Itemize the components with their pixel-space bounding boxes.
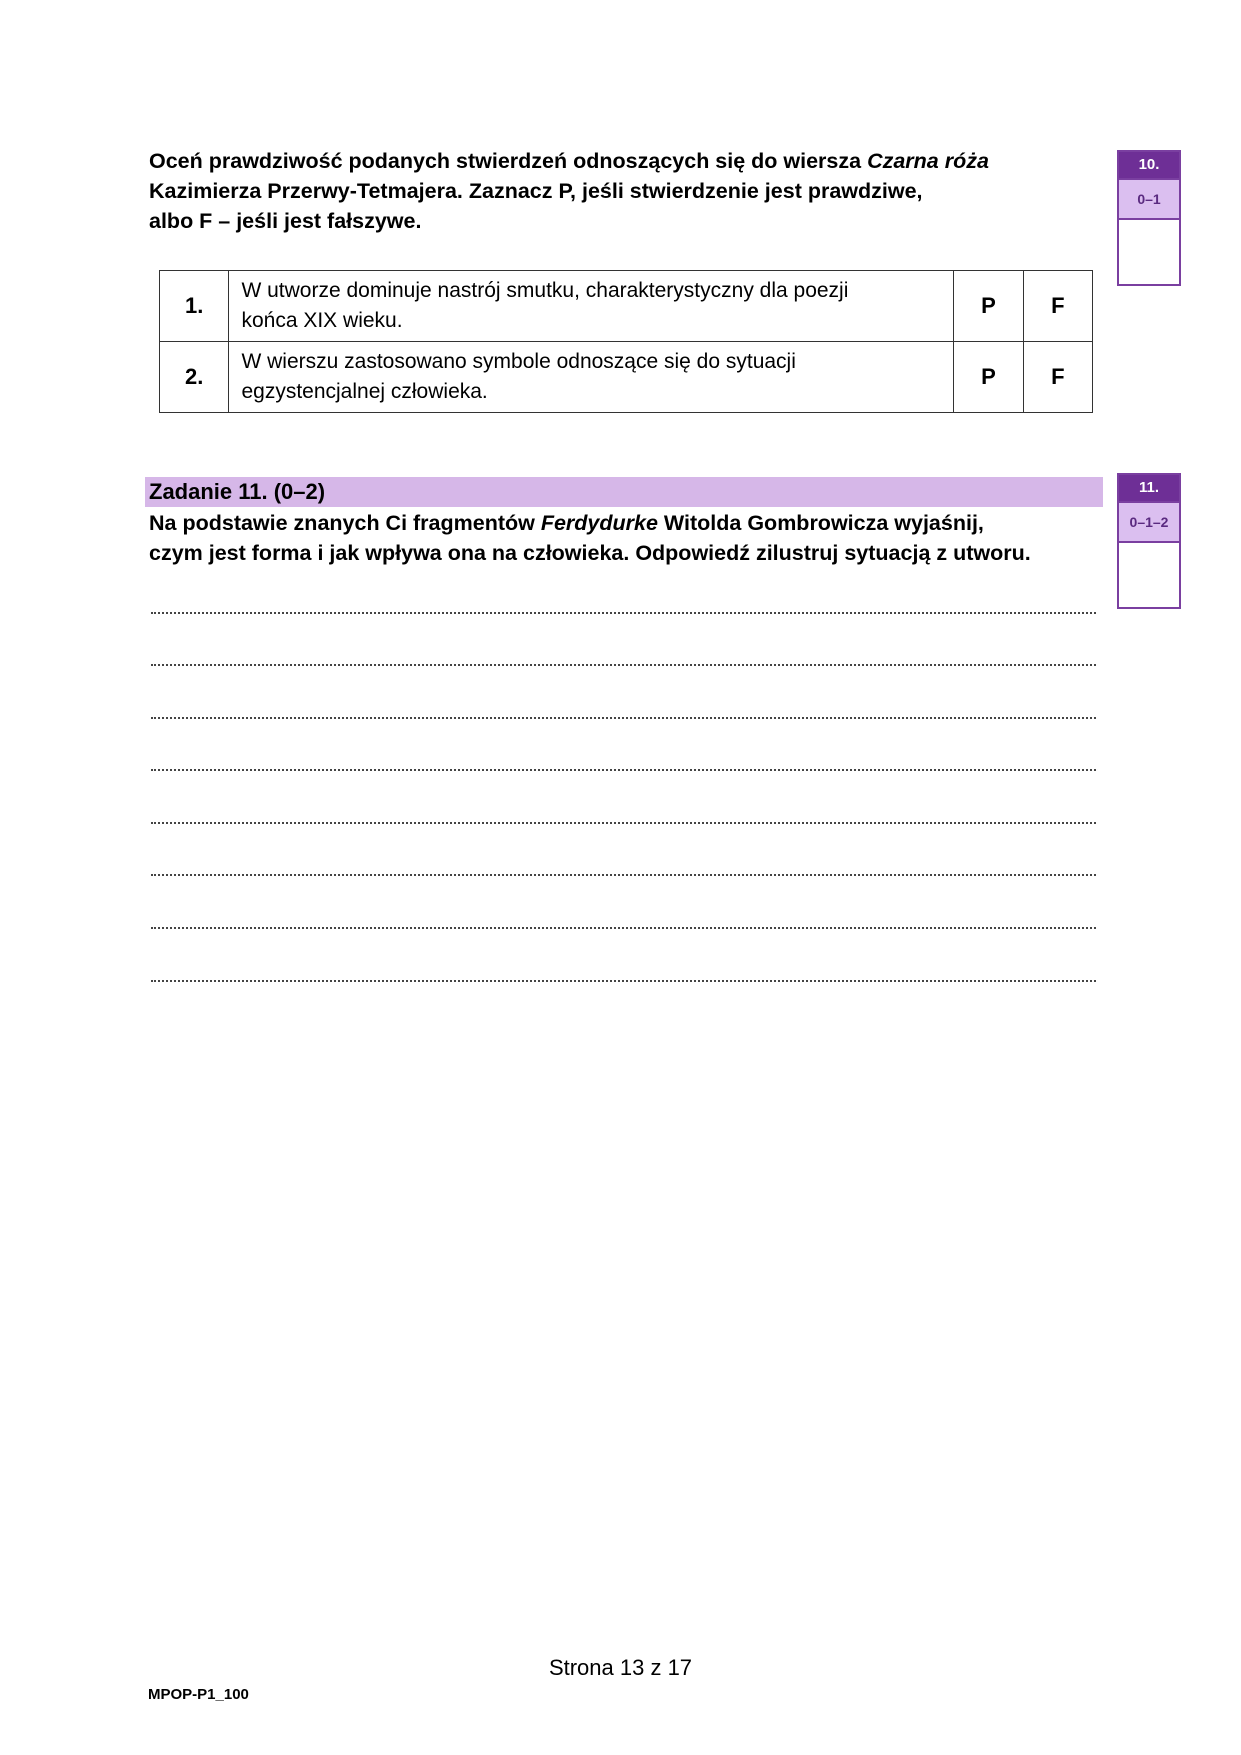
- option-true[interactable]: P: [954, 342, 1023, 413]
- task11-instruction: Na podstawie znanych Ci fragmentów Ferdydurke Witolda Gombrowicza wyjaśnij, czym jest forma i jak wpływa ona na człowieka. Odpowiedź zilustruj sytuacją z utworu.: [149, 511, 1031, 565]
- score-box-number: 11.: [1119, 475, 1179, 501]
- answer-line[interactable]: [151, 664, 1096, 666]
- answer-line[interactable]: [151, 822, 1096, 824]
- novel-title: Ferdydurke: [540, 511, 658, 535]
- score-box-points: 0–1: [1119, 178, 1179, 220]
- task11-header: Zadanie 11. (0–2): [145, 477, 1103, 507]
- score-box-points: 0–1–2: [1119, 501, 1179, 543]
- statement-text: W wierszu zastosowano symbole odnoszące się do sytuacji egzystencjalnej człowieka.: [229, 342, 954, 413]
- poem-title: Czarna róża: [867, 149, 989, 173]
- exam-code: MPOP-P1_100: [148, 1686, 249, 1703]
- answer-line[interactable]: [151, 769, 1096, 771]
- option-false[interactable]: F: [1023, 342, 1092, 413]
- statement-number: 1.: [160, 271, 229, 342]
- score-box-blank[interactable]: [1119, 220, 1179, 284]
- answer-line[interactable]: [151, 874, 1096, 876]
- score-box-task10: [1117, 150, 1181, 286]
- score-box-task11: [1117, 473, 1181, 609]
- option-true[interactable]: P: [954, 271, 1023, 342]
- score-box-blank[interactable]: [1119, 543, 1179, 607]
- answer-line[interactable]: [151, 980, 1096, 982]
- answer-line[interactable]: [151, 927, 1096, 929]
- score-box-number: 10.: [1119, 152, 1179, 178]
- statement-text: W utworze dominuje nastrój smutku, charakterystyczny dla poezji końca XIX wieku.: [229, 271, 954, 342]
- page-number: Strona 13 z 17: [548, 1655, 693, 1680]
- true-false-table: [159, 270, 1093, 413]
- option-false[interactable]: F: [1023, 271, 1092, 342]
- table-row: [160, 271, 1093, 342]
- table-row: [160, 342, 1093, 413]
- answer-line[interactable]: [151, 612, 1096, 614]
- task10-instruction: Oceń prawdziwość podanych stwierdzeń odnoszących się do wiersza Czarna róża Kazimierza Przerwy-Tetmajera. Zaznacz P, jeśli stwierdzenie jest prawdziwe, albo F – jeśli jest fałszywe.: [149, 149, 989, 233]
- statement-number: 2.: [160, 342, 229, 413]
- answer-line[interactable]: [151, 717, 1096, 719]
